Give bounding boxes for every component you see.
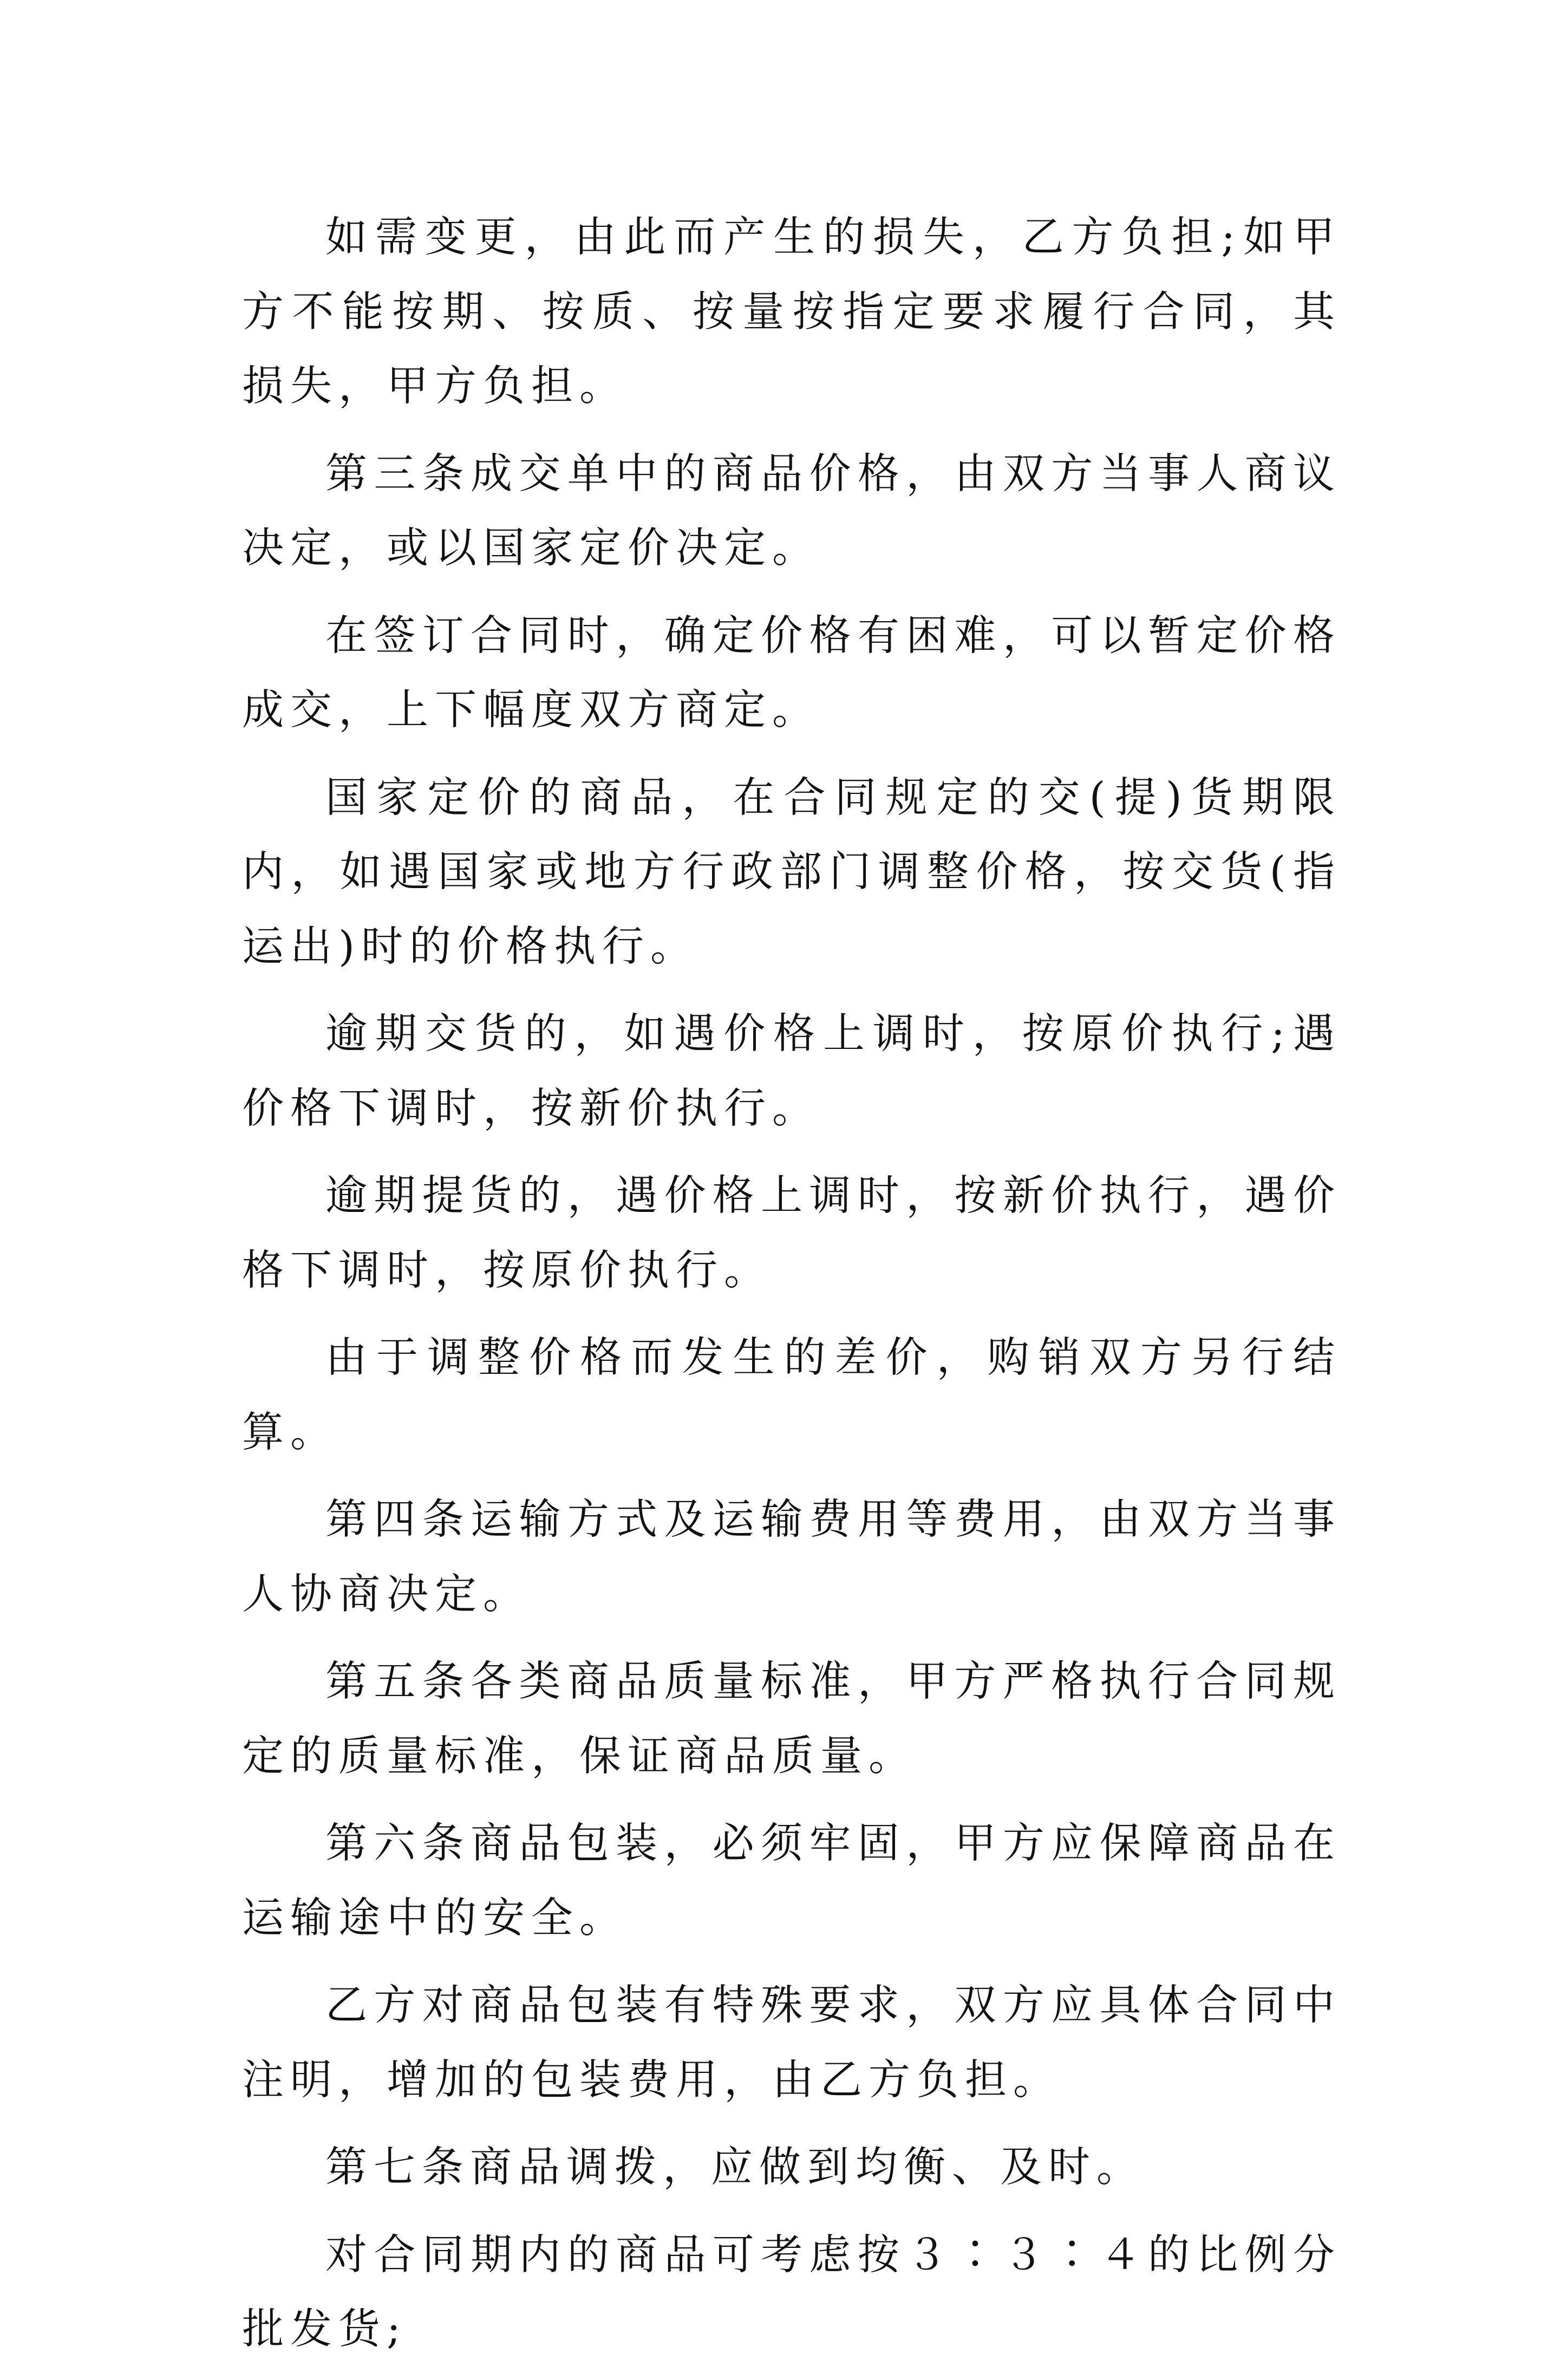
- paragraph-article-4-transport: 第四条运输方式及运输费用等费用，由双方当事人协商决定。: [242, 1496, 1341, 1619]
- paragraph-late-pickup: 逾期提货的，遇价格上调时，按新价执行，遇价格下调时，按原价执行。: [242, 1172, 1341, 1295]
- paragraph-changes-liability: 如需变更，由此而产生的损失，乙方负担;如甲方不能按期、按质、按量按指定要求履行合同，其损失，甲方负担。: [242, 213, 1341, 410]
- paragraph-late-delivery: 逾期交货的，如遇价格上调时，按原价执行;遇价格下调时，按新价执行。: [242, 1010, 1341, 1133]
- paragraph-article-5-quality: 第五条各类商品质量标准，甲方严格执行合同规定的质量标准，保证商品质量。: [242, 1658, 1341, 1781]
- paragraph-provisional-price: 在签订合同时，确定价格有困难，可以暂定价格成交，上下幅度双方商定。: [242, 611, 1341, 734]
- paragraph-batch-shipment: 对合同期内的商品可考虑按３∶３∶４的比例分批发货;: [242, 2231, 1341, 2353]
- paragraph-article-6-packaging: 第六条商品包装，必须牢固，甲方应保障商品在运输途中的安全。: [242, 1820, 1341, 1942]
- paragraph-price-difference: 由于调整价格而发生的差价，购销双方另行结算。: [242, 1334, 1341, 1457]
- paragraph-state-price-adjustment: 国家定价的商品，在合同规定的交(提)货期限内，如遇国家或地方行政部门调整价格，按交货(指运出)时的价格执行。: [242, 773, 1341, 971]
- paragraph-article-7-allocation: 第七条商品调拨，应做到均衡、及时。: [325, 2143, 1145, 2192]
- document-body: [242, 200, 1341, 2380]
- paragraph-article-3-pricing: 第三条成交单中的商品价格，由双方当事人商议决定，或以国家定价决定。: [242, 449, 1341, 572]
- paragraph-special-packaging: 乙方对商品包装有特殊要求，双方应具体合同中注明，增加的包装费用，由乙方负担。: [242, 1981, 1341, 2104]
